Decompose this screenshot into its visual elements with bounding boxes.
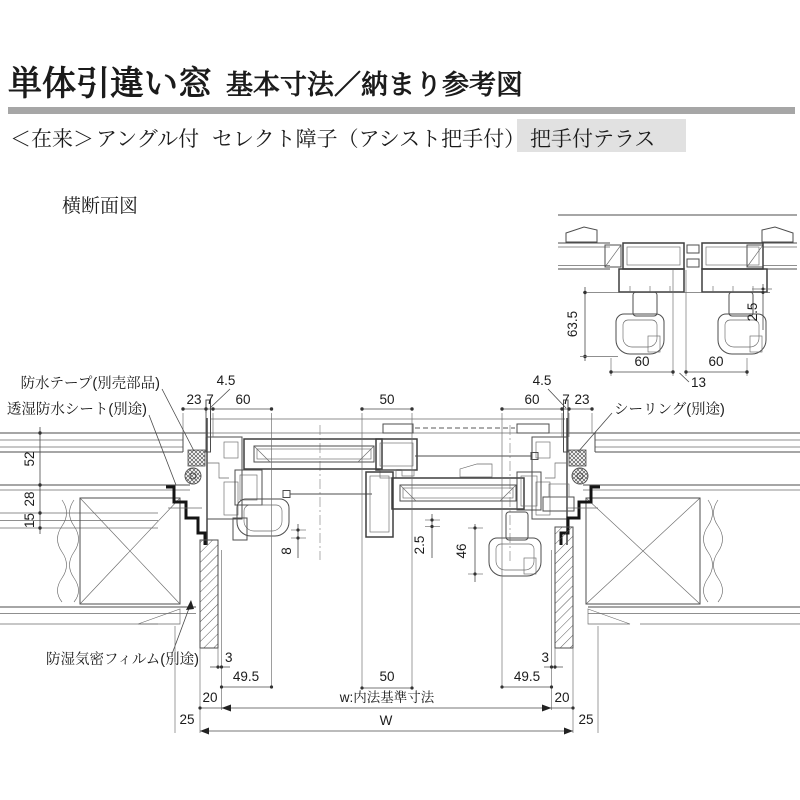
glazing-clip-right [762, 227, 793, 242]
glazing-clip-left [566, 227, 597, 242]
dim-25-right: 25 [578, 712, 594, 727]
dim-23-left: 23 [186, 392, 202, 407]
callout-vapor-film: 防湿気密フィルム(別途) [46, 652, 199, 668]
assist-handle-right [718, 292, 766, 354]
dims-bottom [175, 550, 598, 735]
dims-top [181, 373, 593, 688]
dim-49-5-left: 49.5 [232, 669, 260, 684]
dim-25-left: 25 [179, 712, 195, 727]
dim-28: 28 [22, 491, 37, 507]
detail-view-meeting-stile [558, 215, 797, 390]
dim-W: W [379, 713, 393, 728]
insulation-squiggle [58, 500, 67, 602]
dim-2-5-detail: 2.5 [745, 302, 760, 322]
dim-3-left: 3 [225, 650, 233, 665]
sealant-backer-right [569, 450, 586, 466]
w-note: w:内法基準寸法 [339, 690, 435, 705]
dims-wall-left [22, 427, 42, 534]
accent-bar [8, 107, 795, 114]
dim-52: 52 [22, 451, 37, 467]
dim-4-5-left: 4.5 [216, 373, 236, 388]
exterior-sash [233, 439, 417, 540]
dim-50-top: 50 [379, 392, 395, 407]
interlock-hook [687, 259, 699, 267]
main-cross-section [0, 373, 800, 735]
dim-15: 15 [22, 512, 37, 529]
page-header [8, 65, 795, 217]
dim-7-left: 7 [206, 392, 214, 407]
callout-sealing: シーリング(別途) [614, 402, 725, 418]
dim-46: 46 [454, 543, 469, 559]
dim-60-detail-left: 60 [634, 354, 650, 369]
dim-20-right: 20 [554, 690, 570, 705]
dim-3-right: 3 [541, 650, 549, 665]
frame-jamb-right [532, 400, 600, 648]
callout-breathable-sheet: 透湿防水シート(別途) [6, 402, 147, 418]
dim-63-5: 63.5 [565, 310, 580, 338]
insulation-squiggle [714, 500, 723, 602]
assist-handle-int [489, 512, 541, 576]
sealant-backer-left [188, 450, 205, 466]
spec-shoji: セレクト障子（アシスト把手付） [212, 128, 526, 151]
screen-rail-left [383, 424, 413, 433]
interlock-hook [687, 245, 699, 253]
spec-method: ＜在来＞ [10, 128, 94, 151]
dim-60-right: 60 [524, 392, 540, 407]
frame-jamb-left [166, 400, 242, 648]
spec-terrace: 把手付テラス [530, 128, 656, 151]
spec-angle: アングル付 [96, 128, 200, 151]
insulation-squiggle [70, 500, 79, 602]
interior-casing-right [555, 527, 573, 648]
dim-2-5-inner: 2.5 [412, 535, 427, 555]
dims-inner [279, 514, 483, 582]
page-subtitle: 基本寸法／納まり参考図 [226, 70, 523, 100]
insulation-squiggle [704, 500, 713, 602]
dim-60-left: 60 [235, 392, 251, 407]
screen-stop [460, 464, 492, 477]
assist-handle-left [616, 292, 664, 354]
interior-casing-left [200, 540, 218, 648]
interior-sash [366, 453, 574, 577]
page-title: 単体引違い窓 [8, 65, 212, 103]
view-label: 横断面図 [62, 196, 139, 217]
dim-23-right: 23 [574, 392, 590, 407]
dim-7-right: 7 [562, 392, 570, 407]
dim-49-5-right: 49.5 [513, 669, 541, 684]
callout-waterproof-tape: 防水テープ(別売部品) [20, 376, 160, 392]
waterproof-flashing-left [166, 487, 205, 545]
dim-50-bottom: 50 [379, 669, 395, 684]
dim-8: 8 [279, 547, 294, 555]
wall-right [567, 433, 800, 624]
dim-60-detail-right: 60 [708, 354, 724, 369]
dim-13: 13 [691, 375, 707, 390]
backer-rod-left [185, 468, 201, 484]
screen-rail-right [517, 424, 549, 433]
dim-20-left: 20 [202, 690, 218, 705]
dim-4-5-right: 4.5 [532, 373, 552, 388]
backer-rod-right [572, 468, 588, 484]
